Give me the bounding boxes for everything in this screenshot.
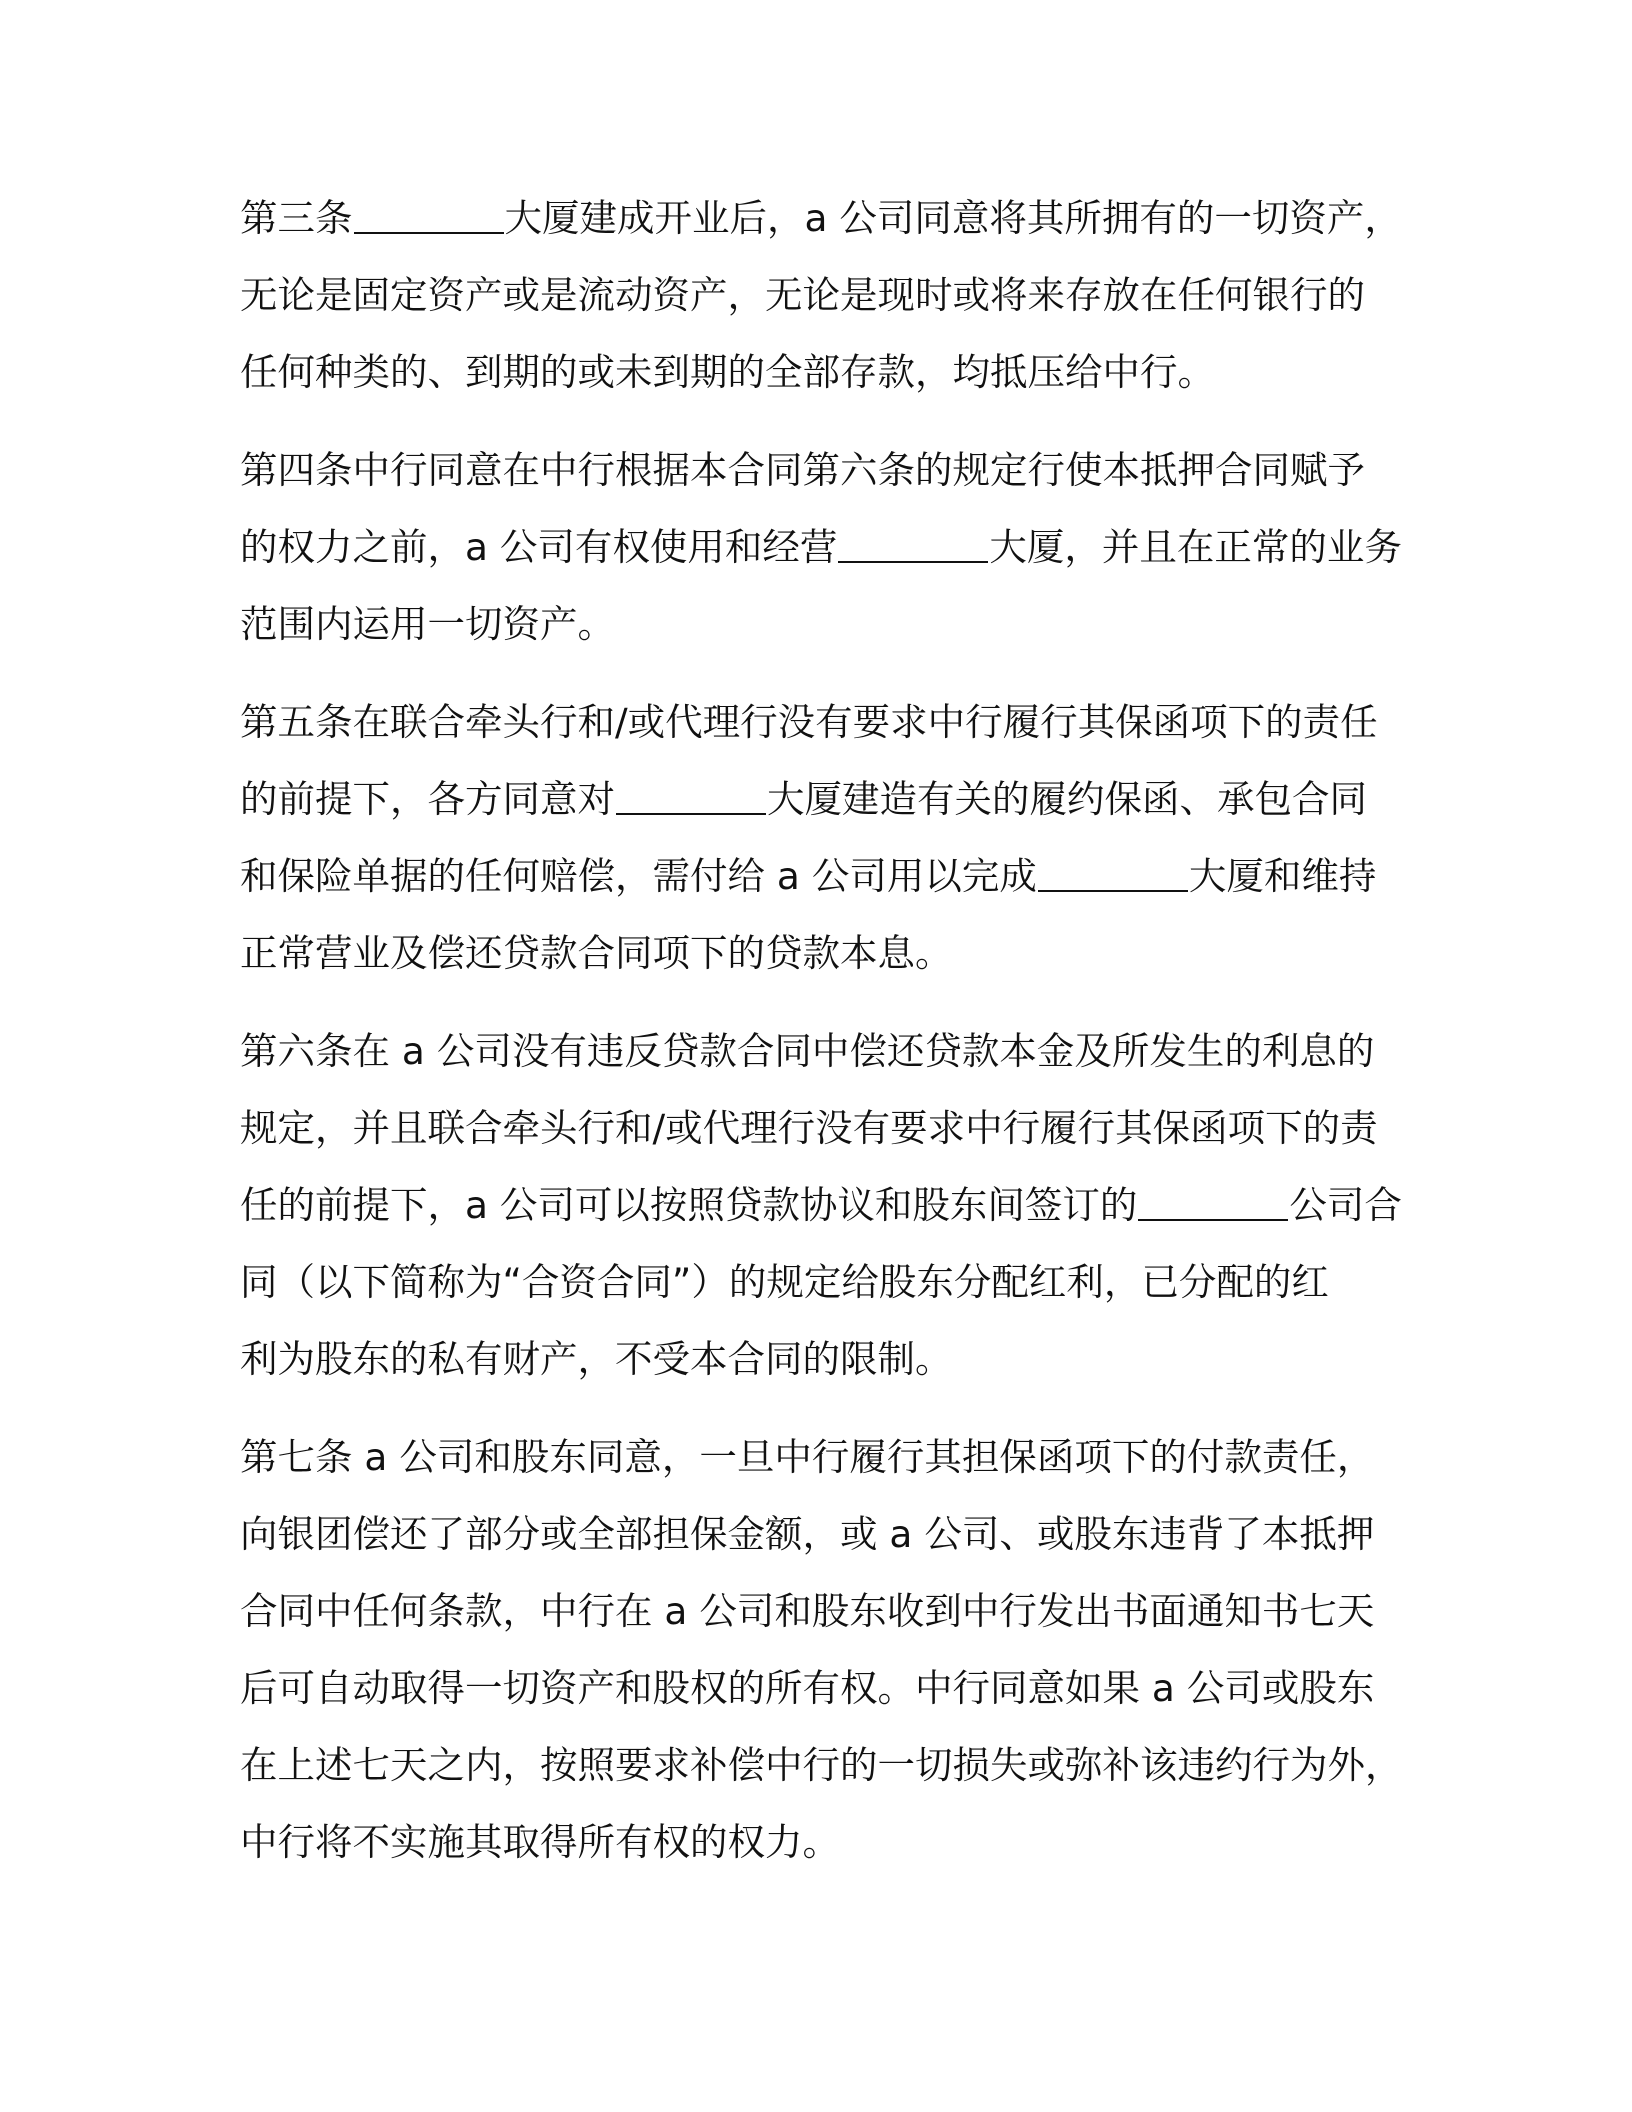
text-line <box>240 432 1390 509</box>
text-segment: 的权力之前，a 公司有权使用和经营 <box>240 525 838 569</box>
fill-in-blank <box>838 560 988 563</box>
text-line <box>240 1496 1390 1573</box>
text-segment: 第七条 a 公司和股东同意，一旦中行履行其担保函项下的付款责任， <box>240 1435 1375 1479</box>
text-line <box>240 509 1402 586</box>
paragraph-article-4 <box>240 432 1402 663</box>
fill-in-blank <box>616 812 766 815</box>
paragraph-article-3 <box>240 180 1402 411</box>
paragraph-article-7 <box>240 1419 1403 1881</box>
text-segment: 利为股东的私有财产，不受本合同的限制。 <box>240 1337 953 1381</box>
text-line <box>240 334 1390 411</box>
text-segment: 大厦建造有关的履约保函、承包合同 <box>767 777 1367 821</box>
text-segment: 第五条在联合牵头行和/或代理行没有要求中行履行其保函项下的责任 <box>240 700 1378 744</box>
paragraph-article-6 <box>240 1013 1402 1398</box>
text-segment: 大厦和维持 <box>1188 854 1377 898</box>
text-segment: 大厦，并且在正常的业务 <box>989 525 1402 569</box>
text-line <box>240 1090 1390 1167</box>
text-segment: 规定，并且联合牵头行和/或代理行没有要求中行履行其保函项下的责 <box>240 1106 1378 1150</box>
text-segment: 公司合 <box>1289 1183 1402 1227</box>
text-segment: 任的前提下，a 公司可以按照贷款协议和股东间签订的 <box>240 1183 1138 1227</box>
text-line <box>240 1321 1390 1398</box>
text-segment: 第三条 <box>240 196 353 240</box>
text-segment: 中行将不实施其取得所有权的权力。 <box>240 1820 840 1864</box>
text-line <box>240 838 1390 915</box>
text-line <box>240 1727 1403 1804</box>
text-line <box>240 915 1390 992</box>
text-segment: 后可自动取得一切资产和股权的所有权。中行同意如果 a 公司或股东 <box>240 1666 1375 1710</box>
fill-in-blank <box>1138 1218 1288 1221</box>
text-segment: 无论是固定资产或是流动资产，无论是现时或将来存放在任何银行的 <box>240 273 1365 317</box>
text-segment: 在上述七天之内，按照要求补偿中行的一切损失或弥补该违约行为外， <box>240 1743 1403 1787</box>
text-line <box>240 1013 1390 1090</box>
text-segment: 范围内运用一切资产。 <box>240 602 615 646</box>
text-line <box>240 257 1390 334</box>
text-line <box>240 1167 1402 1244</box>
text-segment: 第四条中行同意在中行根据本合同第六条的规定行使本抵押合同赋予 <box>240 448 1365 492</box>
document-body <box>240 180 1403 1902</box>
text-line <box>240 180 1402 257</box>
text-segment: 合同中任何条款，中行在 a 公司和股东收到中行发出书面通知书七天 <box>240 1589 1375 1633</box>
text-line <box>240 586 1390 663</box>
text-segment: 同（以下简称为“合资合同”）的规定给股东分配红利，已分配的红 <box>240 1260 1329 1304</box>
paragraph-article-5 <box>240 684 1390 992</box>
text-segment: 的前提下，各方同意对 <box>240 777 615 821</box>
text-line <box>240 684 1390 761</box>
fill-in-blank <box>354 231 504 234</box>
text-line <box>240 1650 1390 1727</box>
fill-in-blank <box>1038 889 1188 892</box>
text-line <box>240 1419 1390 1496</box>
text-segment: 任何种类的、到期的或未到期的全部存款，均抵压给中行。 <box>240 350 1215 394</box>
text-segment: 第六条在 a 公司没有违反贷款合同中偿还贷款本金及所发生的利息的 <box>240 1029 1375 1073</box>
text-segment: 正常营业及偿还贷款合同项下的贷款本息。 <box>240 931 953 975</box>
text-segment: 和保险单据的任何赔偿，需付给 a 公司用以完成 <box>240 854 1037 898</box>
text-line <box>240 1804 1390 1881</box>
text-segment: 大厦建成开业后，a 公司同意将其所拥有的一切资产， <box>504 196 1402 240</box>
text-line <box>240 761 1390 838</box>
text-segment: 向银团偿还了部分或全部担保金额，或 a 公司、或股东违背了本抵押 <box>240 1512 1375 1556</box>
text-line <box>240 1244 1390 1321</box>
text-line <box>240 1573 1390 1650</box>
